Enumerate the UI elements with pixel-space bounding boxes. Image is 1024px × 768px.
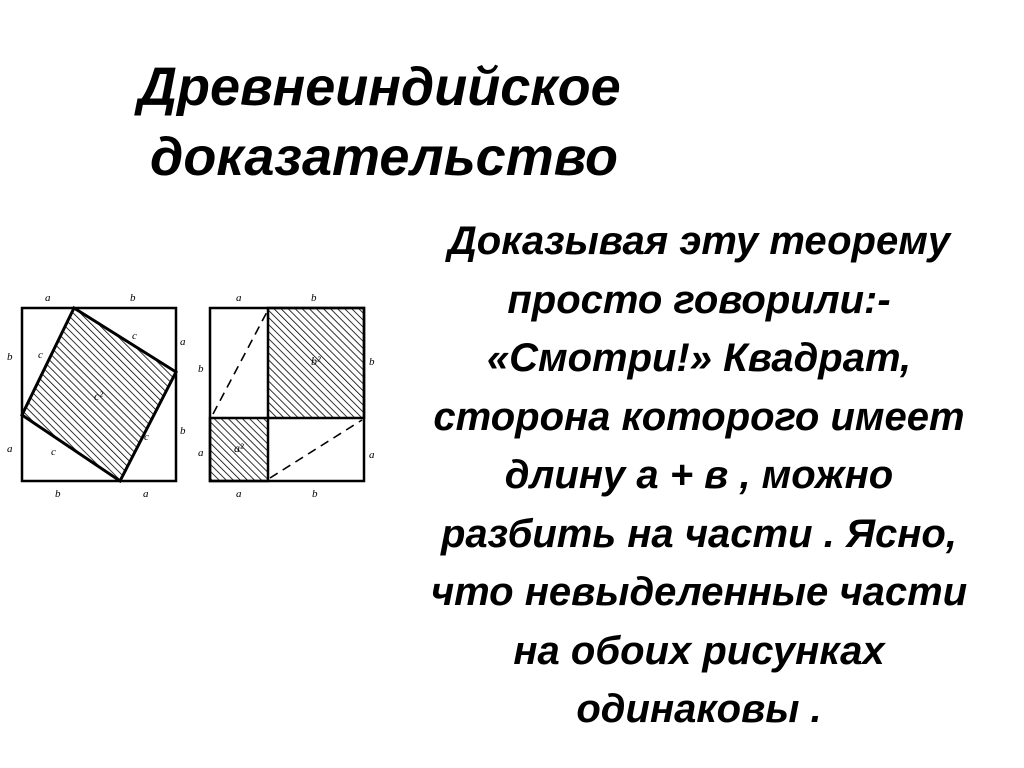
label-bottom-a: a bbox=[143, 488, 149, 500]
label-right-a: a bbox=[369, 449, 375, 461]
label-bottom-b: b bbox=[312, 488, 318, 500]
left-square-figure bbox=[7, 292, 186, 500]
label-c-bottom: c bbox=[51, 446, 56, 458]
label-right-b: b bbox=[369, 356, 375, 368]
body-line: длину а + в , можно bbox=[504, 453, 894, 497]
label-left-b: b bbox=[198, 363, 204, 375]
label-bottom-a: a bbox=[236, 488, 242, 500]
body-line: «Смотри!» Квадрат, bbox=[486, 336, 912, 380]
label-top-b: b bbox=[130, 292, 136, 304]
label-c-top: c bbox=[132, 330, 137, 342]
proof-description bbox=[388, 212, 1010, 739]
label-a-squared: a² bbox=[234, 441, 244, 455]
title-line-1: Древнеиндийское bbox=[138, 57, 621, 117]
body-line: что невыделенные части bbox=[430, 570, 968, 614]
label-left-a: a bbox=[198, 447, 204, 459]
body-line: просто говорили:- bbox=[507, 277, 891, 322]
right-square-figure bbox=[198, 292, 375, 500]
label-top-a: a bbox=[45, 292, 51, 304]
label-right-a: a bbox=[180, 336, 186, 348]
proof-diagrams bbox=[0, 280, 390, 505]
dashed-diagonal-left bbox=[213, 310, 268, 414]
body-line: разбить на части . Ясно, bbox=[441, 511, 957, 556]
label-left-b: b bbox=[7, 351, 13, 363]
label-c-right: c bbox=[144, 431, 149, 443]
label-c-squared: c² bbox=[94, 389, 103, 403]
body-line: Доказывая эту теорему bbox=[447, 219, 951, 263]
label-b-squared: b² bbox=[311, 354, 321, 368]
body-line: одинаковы . bbox=[576, 687, 822, 731]
title-line-2: доказательство bbox=[150, 127, 618, 187]
body-line: на обоих рисунках bbox=[513, 628, 885, 673]
label-c-left: c bbox=[38, 349, 43, 361]
label-top-b: b bbox=[311, 292, 317, 304]
label-top-a: a bbox=[236, 292, 242, 304]
label-bottom-b: b bbox=[55, 488, 61, 500]
slide-title bbox=[138, 52, 621, 192]
body-line: сторона которого имеет bbox=[433, 394, 965, 439]
label-right-b: b bbox=[180, 425, 186, 437]
dashed-diagonal-bottom bbox=[270, 420, 362, 478]
label-left-a: a bbox=[7, 443, 13, 455]
